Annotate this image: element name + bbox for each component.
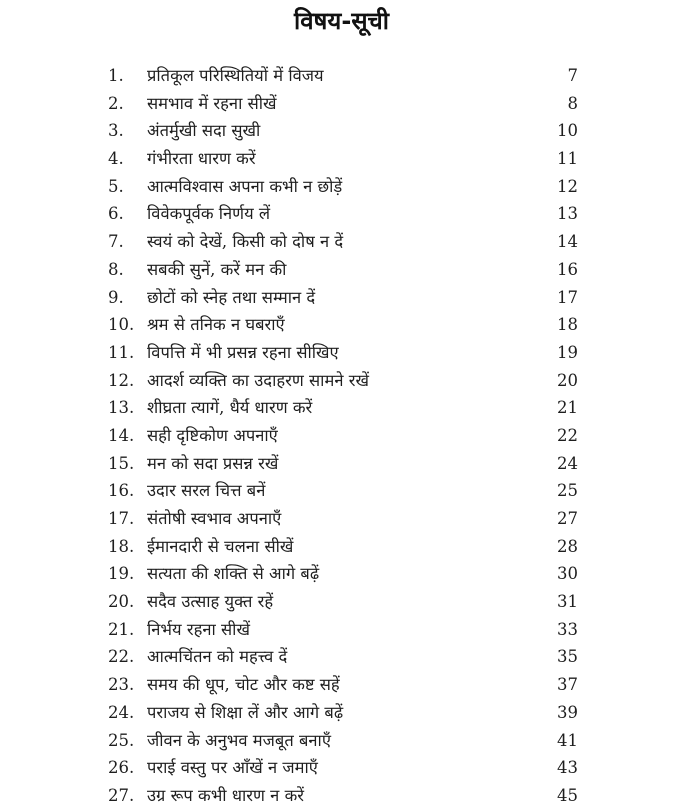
entry-number: 6.	[108, 204, 124, 224]
contents-entry	[0, 90, 683, 118]
entry-title: मन को सदा प्रसन्न रखें	[147, 453, 279, 473]
contents-entry	[0, 228, 683, 256]
contents-entry	[0, 145, 683, 173]
entry-number: 13.	[108, 398, 135, 418]
contents-entry	[0, 533, 683, 561]
entry-title: जीवन के अनुभव मजबूत बनाएँ	[147, 730, 331, 750]
entry-number: 12.	[108, 370, 135, 390]
entry-title: संतोषी स्वभाव अपनाएँ	[147, 509, 282, 528]
contents-entry	[0, 671, 683, 699]
entry-title: अंतर्मुखी सदा सुखी	[147, 121, 261, 141]
contents-entry	[0, 339, 683, 367]
contents-entry	[0, 117, 683, 145]
entry-number: 14.	[108, 425, 135, 445]
entry-title: उग्र रूप कभी धारण न करें	[147, 785, 304, 805]
entry-page-number: 16	[557, 259, 578, 279]
contents-entry	[0, 450, 683, 478]
entry-title: प्रतिकूल परिस्थितियों में विजय	[147, 66, 324, 85]
entry-number: 5.	[108, 176, 124, 196]
contents-entry	[0, 505, 683, 533]
entry-title: समभाव में रहना सीखें	[147, 93, 277, 113]
entry-page-number: 30	[557, 564, 578, 584]
entry-page-number: 37	[557, 675, 578, 695]
entry-number: 10.	[108, 315, 135, 335]
entry-title: छोटों को स्नेह तथा सम्मान दें	[147, 287, 316, 307]
contents-entry	[0, 62, 683, 90]
entry-page-number: 14	[557, 232, 578, 252]
entry-page-number: 8	[567, 93, 578, 113]
entry-page-number: 31	[557, 592, 578, 612]
entry-title: सदैव उत्साह युक्त रहें	[147, 592, 274, 612]
entry-title: श्रम से तनिक न घबराएँ	[147, 315, 285, 335]
entry-page-number: 43	[557, 758, 578, 778]
entry-page-number: 22	[557, 425, 578, 445]
contents-entry	[0, 200, 683, 228]
entry-number: 23.	[108, 675, 135, 695]
entry-page-number: 12	[557, 176, 578, 196]
contents-entry	[0, 394, 683, 422]
entry-title: आत्मविश्वास अपना कभी न छोड़ें	[147, 176, 343, 196]
entry-page-number: 7	[567, 66, 578, 85]
entry-number: 4.	[108, 149, 124, 169]
entry-page-number: 24	[557, 453, 578, 473]
contents-entry	[0, 643, 683, 671]
entry-title: पराजय से शिक्षा लें और आगे बढ़ें	[147, 702, 344, 722]
entry-page-number: 27	[557, 509, 578, 528]
contents-entry	[0, 782, 683, 810]
entry-page-number: 18	[557, 315, 578, 335]
entry-number: 19.	[108, 564, 135, 584]
contents-entry	[0, 367, 683, 395]
entry-page-number: 13	[557, 204, 578, 224]
entry-number: 18.	[108, 536, 135, 556]
entry-number: 1.	[108, 66, 124, 85]
entry-page-number: 39	[557, 702, 578, 722]
entry-page-number: 28	[557, 536, 578, 556]
entry-title: गंभीरता धारण करें	[147, 149, 256, 169]
entry-title: समय की धूप, चोट और कष्ट सहें	[147, 675, 340, 695]
entry-number: 24.	[108, 702, 135, 722]
page-title: विषय-सूची	[294, 7, 389, 35]
entry-number: 16.	[108, 481, 135, 501]
contents-list	[0, 62, 683, 810]
entry-number: 22.	[108, 647, 135, 667]
entry-title: सत्यता की शक्ति से आगे बढ़ें	[147, 564, 320, 584]
entry-title: पराई वस्तु पर आँखें न जमाएँ	[147, 758, 318, 778]
entry-title: उदार सरल चित्त बनें	[147, 481, 266, 501]
contents-entry	[0, 311, 683, 339]
contents-entry	[0, 256, 683, 284]
entry-title: आदर्श व्यक्ति का उदाहरण सामने रखें	[147, 370, 369, 390]
contents-entry	[0, 699, 683, 727]
entry-number: 9.	[108, 287, 124, 307]
entry-page-number: 33	[557, 619, 578, 639]
entry-number: 25.	[108, 730, 135, 750]
entry-number: 17.	[108, 509, 135, 528]
entry-title: विवेकपूर्वक निर्णय लें	[147, 204, 271, 224]
entry-number: 7.	[108, 232, 124, 252]
entry-page-number: 21	[557, 398, 578, 418]
entry-title: सही दृष्टिकोण अपनाएँ	[147, 425, 278, 445]
entry-number: 21.	[108, 619, 135, 639]
entry-page-number: 41	[557, 730, 578, 750]
entry-number: 27.	[108, 785, 135, 805]
entry-title: ईमानदारी से चलना सीखें	[147, 536, 294, 556]
contents-entry	[0, 754, 683, 782]
entry-title: स्वयं को देखें, किसी को दोष न दें	[147, 232, 344, 252]
contents-entry	[0, 560, 683, 588]
entry-number: 26.	[108, 758, 135, 778]
entry-page-number: 10	[557, 121, 578, 141]
entry-page-number: 20	[557, 370, 578, 390]
entry-title: सबकी सुनें, करें मन की	[147, 259, 287, 279]
entry-page-number: 11	[557, 149, 578, 169]
entry-page-number: 17	[557, 287, 578, 307]
entry-page-number: 45	[557, 785, 578, 805]
entry-number: 3.	[108, 121, 124, 141]
entry-title: शीघ्रता त्यागें, धैर्य धारण करें	[147, 398, 313, 418]
contents-entry	[0, 284, 683, 312]
entry-page-number: 35	[557, 647, 578, 667]
contents-entry	[0, 616, 683, 644]
entry-number: 8.	[108, 259, 124, 279]
contents-entry	[0, 477, 683, 505]
entry-number: 15.	[108, 453, 135, 473]
entry-page-number: 19	[557, 342, 578, 362]
contents-entry	[0, 173, 683, 201]
contents-entry	[0, 588, 683, 616]
entry-number: 2.	[108, 93, 124, 113]
contents-entry	[0, 727, 683, 755]
entry-title: आत्मचिंतन को महत्त्व दें	[147, 647, 288, 667]
entry-title: निर्भय रहना सीखें	[147, 619, 250, 639]
contents-entry	[0, 422, 683, 450]
entry-title: विपत्ति में भी प्रसन्न रहना सीखिए	[147, 342, 339, 362]
entry-number: 11.	[108, 342, 135, 362]
entry-page-number: 25	[557, 481, 578, 501]
entry-number: 20.	[108, 592, 135, 612]
